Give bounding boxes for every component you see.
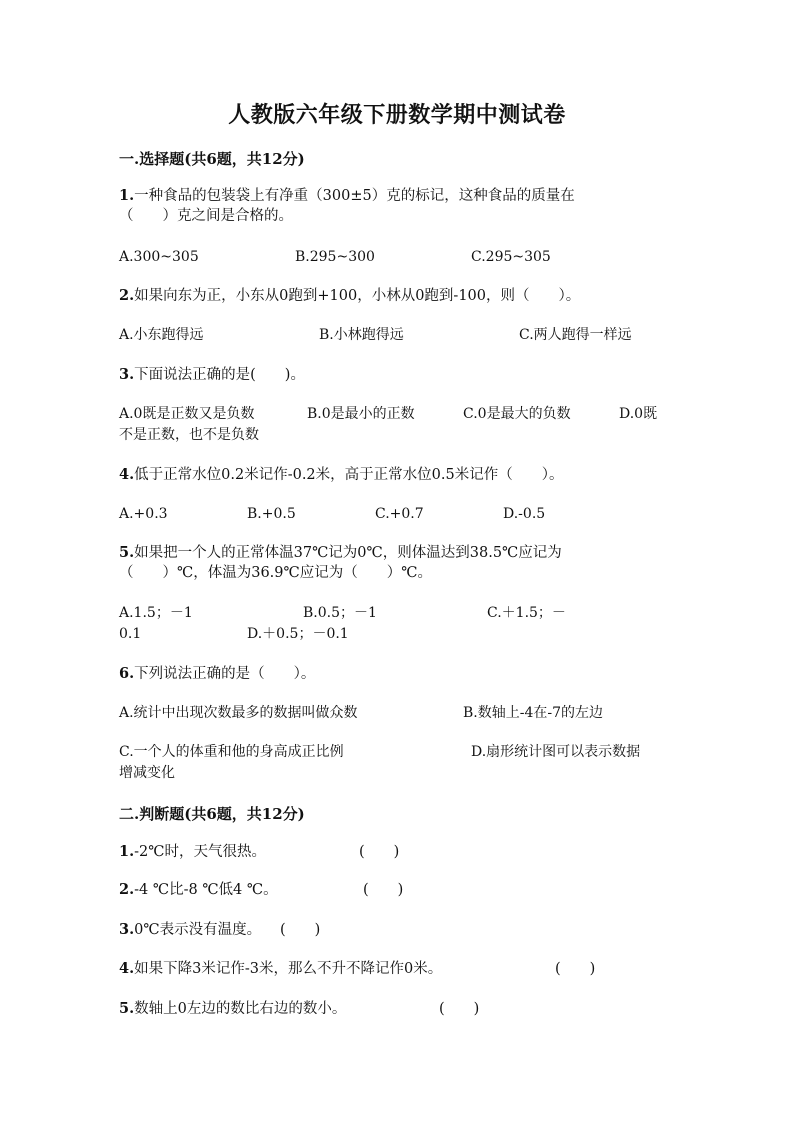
question-text: 数轴上0左边的数比右边的数小。	[134, 1001, 347, 1017]
question-1-line-1	[119, 186, 575, 206]
judgement-item-3	[119, 920, 261, 940]
option-c: C.一个人的体重和他的身高成正比例	[119, 744, 344, 760]
question-1-line-2: （ ）克之间是合格的。	[119, 208, 293, 224]
answer-blank[interactable]: ( )	[439, 1001, 480, 1017]
question-text: -2℃时，天气很热。	[134, 844, 266, 860]
question-number: 6.	[119, 665, 135, 682]
option-b: B.数轴上-4在-7的左边	[463, 705, 604, 721]
option-a: A.小东跑得远	[119, 327, 204, 343]
question-6	[119, 664, 315, 684]
section-heading-choice: 一.选择题(共6题，共12分)	[119, 150, 305, 168]
question-number: 2.	[119, 881, 135, 898]
question-text: -4 ℃比-8 ℃低4 ℃。	[134, 882, 278, 898]
option-a: A.+0.3	[119, 506, 168, 522]
option-d: D.＋0.5；－0.1	[247, 626, 349, 642]
question-4	[119, 465, 563, 485]
option-c: C.两人跑得一样远	[519, 327, 632, 343]
option-d: D.0既	[619, 406, 658, 422]
question-5-line-2: （ ）℃，体温为36.9℃应记为（ ）℃。	[119, 565, 432, 581]
answer-blank[interactable]: ( )	[280, 922, 321, 938]
question-number: 1.	[119, 843, 135, 860]
option-a: A.1.5；－1	[119, 605, 193, 621]
judgement-item-1	[119, 842, 266, 862]
option-c: C.＋1.5；－	[487, 605, 566, 621]
option-b: B.295~300	[295, 249, 375, 265]
option-a: A.统计中出现次数最多的数据叫做众数	[119, 705, 358, 721]
option-d-continued: 不是正数，也不是负数	[119, 427, 259, 443]
judgement-item-5	[119, 999, 346, 1019]
question-text: 如果下降3米记作-3米，那么不升不降记作0米。	[134, 961, 443, 977]
question-text: 如果把一个人的正常体温37℃记为0℃，则体温达到38.5℃应记为	[134, 545, 562, 561]
judgement-item-2	[119, 880, 278, 900]
question-5-line-1	[119, 543, 562, 563]
option-d: D.-0.5	[503, 506, 546, 522]
option-c: C.295~305	[471, 249, 551, 265]
question-number: 1.	[119, 187, 135, 204]
answer-blank[interactable]: ( )	[555, 961, 596, 977]
question-text: 低于正常水位0.2米记作-0.2米，高于正常水位0.5米记作（ ）。	[134, 467, 564, 483]
question-number: 3.	[119, 921, 135, 938]
option-d-continued: 增减变化	[119, 765, 175, 781]
option-d: D.扇形统计图可以表示数据	[471, 744, 641, 760]
option-b: B.小林跑得远	[319, 327, 404, 343]
answer-blank[interactable]: ( )	[363, 882, 404, 898]
question-text: 一种食品的包装袋上有净重（300±5）克的标记，这种食品的质量在	[134, 188, 575, 204]
question-text: 如果向东为正，小东从0跑到+100，小林从0跑到-100，则（ ）。	[134, 288, 581, 304]
option-a: A.300~305	[119, 249, 199, 265]
option-b: B.0.5；－1	[303, 605, 377, 621]
option-a: A.0既是正数又是负数	[119, 406, 255, 422]
option-c-continued: 0.1	[119, 626, 142, 642]
question-text: 下列说法正确的是（ ）。	[134, 666, 316, 682]
question-2	[119, 286, 580, 306]
option-c: C.+0.7	[375, 506, 424, 522]
question-number: 5.	[119, 1000, 135, 1017]
section-heading-judgement: 二.判断题(共6题，共12分)	[119, 805, 305, 823]
question-text: 下面说法正确的是( )。	[134, 367, 305, 383]
answer-blank[interactable]: ( )	[359, 844, 400, 860]
question-3	[119, 365, 305, 385]
question-number: 4.	[119, 466, 135, 483]
question-number: 2.	[119, 287, 135, 304]
question-number: 4.	[119, 960, 135, 977]
question-number: 5.	[119, 544, 135, 561]
option-c: C.0是最大的负数	[463, 406, 571, 422]
option-b: B.0是最小的正数	[307, 406, 415, 422]
judgement-item-4	[119, 959, 442, 979]
page-title: 人教版六年级下册数学期中测试卷	[228, 102, 566, 128]
question-text: 0℃表示没有温度。	[134, 922, 262, 938]
option-b: B.+0.5	[247, 506, 296, 522]
question-number: 3.	[119, 366, 135, 383]
